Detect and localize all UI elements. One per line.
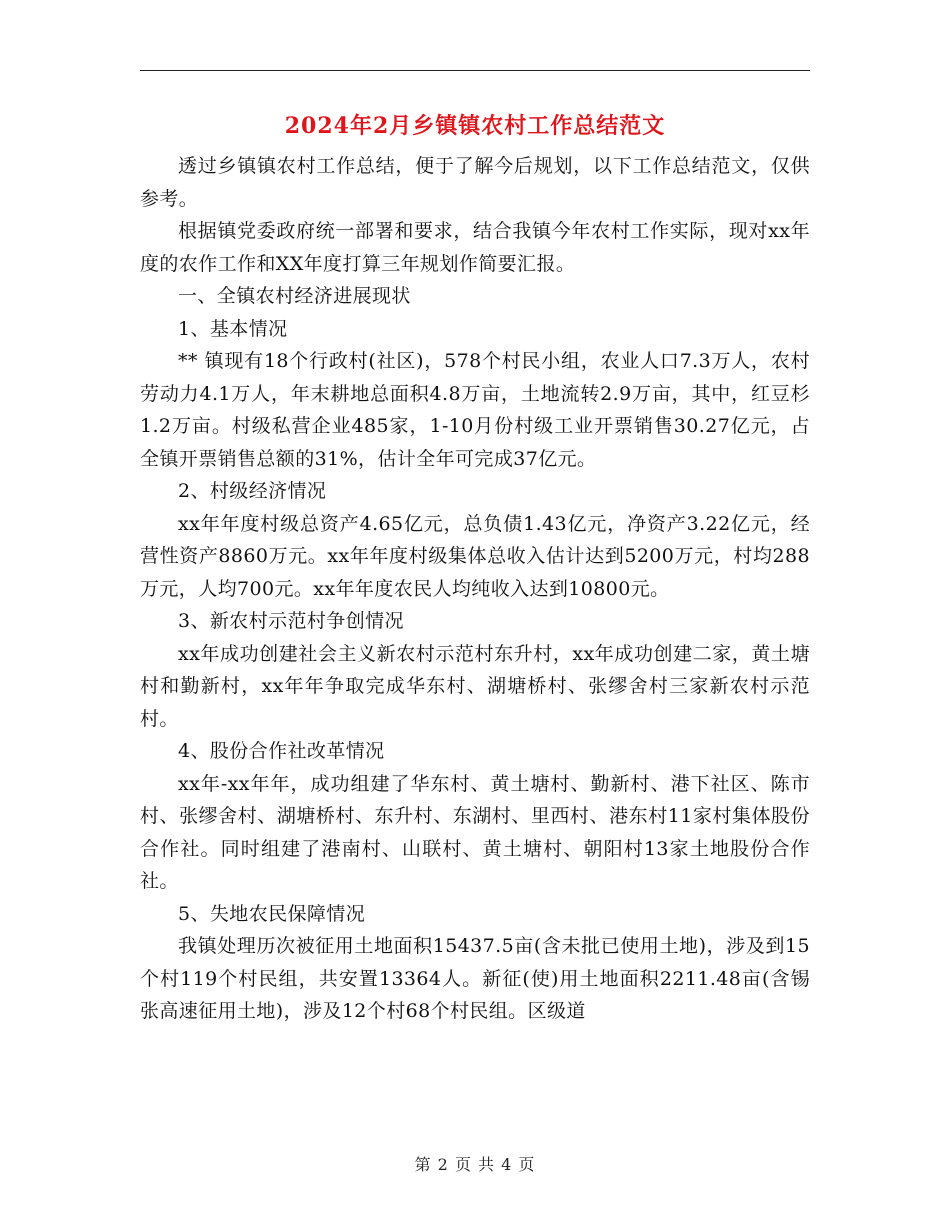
paragraph-landless-farmers: 我镇处理历次被征用土地面积15437.5亩(含未批已使用土地)，涉及到15个村119个村民组，共安置13364人。新征(使)用土地面积2211.48亩(含锡张高速征用土地)，涉及12个村68个村民组。区级道 — [140, 935, 810, 1022]
paragraph-basic-situation: ** 镇现有18个行政村(社区)，578个村民小组，农业人口7.3万人，农村劳动力4.1万人，年末耕地总面积4.8万亩，土地流转2.9万亩，其中，红豆杉1.2万亩。村级私营企业485家，1-10月份村级工业开票销售30.27亿元，占全镇开票销售总额的31%，估计全年可完成37亿元。 — [140, 350, 810, 470]
subheading-model-village: 3、新农村示范村争创情况 — [178, 610, 404, 632]
paragraph-intro: 透过乡镇镇农村工作总结，便于了解今后规划，以下工作总结范文，仅供参考。 — [140, 155, 810, 210]
subheading-cooperative-reform: 4、股份合作社改革情况 — [178, 740, 385, 762]
subheading-village-economy: 2、村级经济情况 — [178, 480, 327, 502]
section-heading-1: 一、全镇农村经济进展现状 — [178, 285, 411, 307]
paragraph-preface: 根据镇党委政府统一部署和要求，结合我镇今年农村工作实际，现对xx年度的农作工作和XX年度打算三年规划作简要汇报。 — [140, 220, 810, 275]
paragraph-village-economy: xx年年度村级总资产4.65亿元，总负债1.43亿元，净资产3.22亿元，经营性资产8860万元。xx年年度村级集体总收入估计达到5200万元，村均288万元，人均700元。xx年年度农民人均纯收入达到10800元。 — [140, 512, 810, 600]
paragraph-cooperative-reform: xx年-xx年年，成功组建了华东村、黄土塘村、勤新村、港下社区、陈市村、张缪舍村、湖塘桥村、东升村、东湖村、里西村、港东村11家村集体股份合作社。同时组建了港南村、山联村、黄土塘村、朝阳村13家土地股份合作社。 — [140, 772, 810, 892]
paragraph-model-village: xx年成功创建社会主义新农村示范村东升村，xx年成功创建二家，黄土塘村和勤新村，xx年年争取完成华东村、湖塘桥村、张缪舍村三家新农村示范村。 — [140, 642, 810, 730]
header-rule — [140, 70, 810, 71]
page-number: 第 2 页 共 4 页 — [414, 1155, 536, 1174]
subheading-landless-farmers: 5、失地农民保障情况 — [178, 902, 366, 925]
document-body — [140, 150, 810, 1028]
subheading-basic-situation: 1、基本情况 — [178, 317, 288, 340]
document-title: 2024年2月乡镇镇农村工作总结范文 — [284, 113, 666, 139]
